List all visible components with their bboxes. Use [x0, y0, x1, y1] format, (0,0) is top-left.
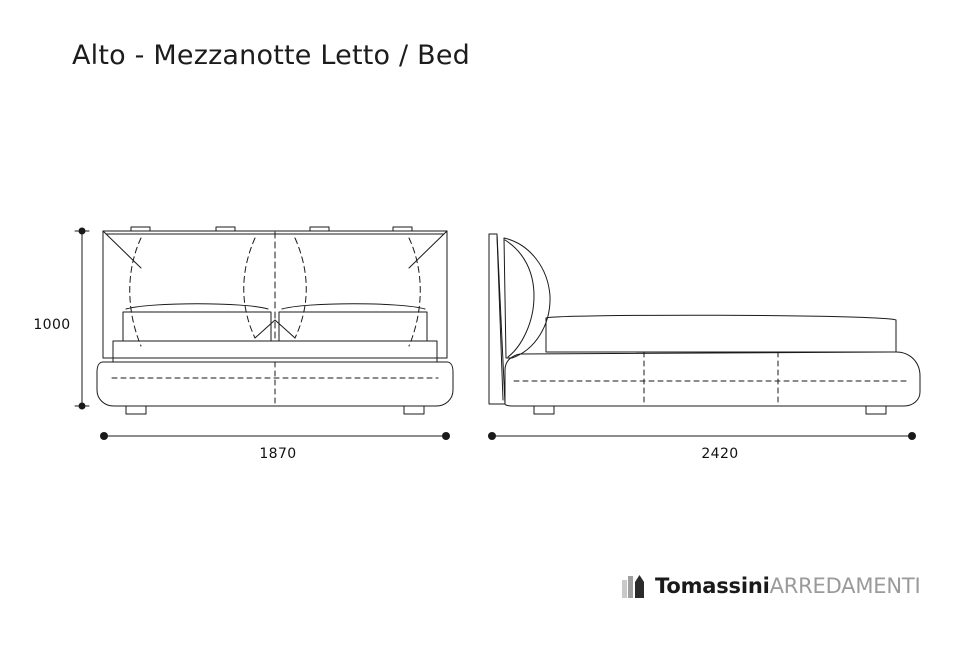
- logo-text: [655, 574, 920, 598]
- height-dimension-label: 1000: [33, 317, 71, 333]
- front-elevation-view: [75, 227, 453, 440]
- company-logo: [622, 572, 920, 600]
- page-title: Alto - Mezzanotte Letto / Bed: [72, 40, 470, 71]
- tomassini-logo-mark-icon: [622, 574, 650, 598]
- side-depth-dimension: [488, 432, 916, 440]
- front-width-dimension-label: 1870: [259, 446, 297, 462]
- side-elevation-view: [488, 234, 920, 440]
- logo-text-light: ARREDAMENTI: [769, 574, 921, 598]
- front-width-dimension: [100, 432, 450, 440]
- side-depth-dimension-label: 2420: [701, 446, 739, 462]
- logo-text-strong: Tomassini: [655, 574, 770, 598]
